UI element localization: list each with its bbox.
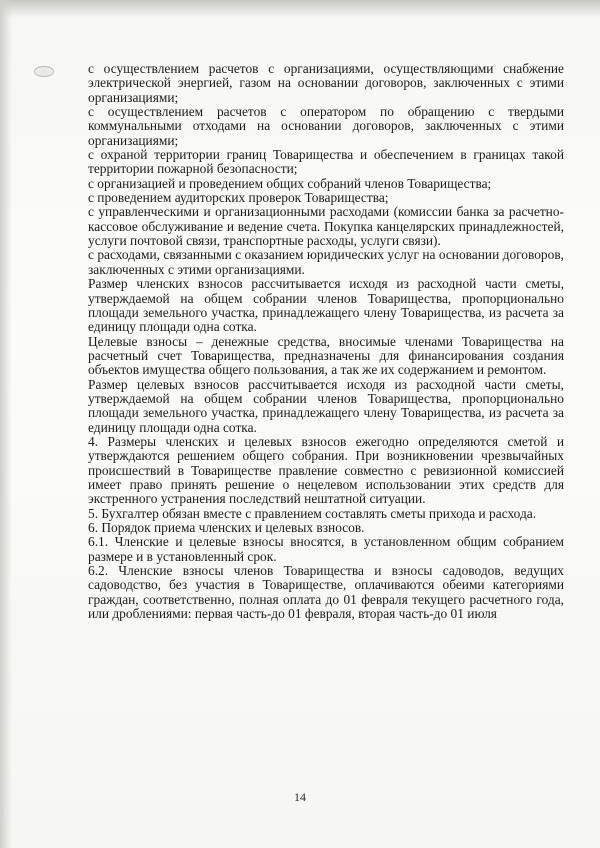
page-number: 14 — [294, 790, 306, 804]
scan-shadow-left — [0, 0, 12, 848]
paragraph: с осуществлением расчетов с оператором по обращению с твердыми коммунальными отходами на основании договоров, заключенных с этими организациями; — [88, 104, 564, 148]
paragraph: 6.2. Членские взносы членов Товарищества и взносы садоводов, ведущих садоводство, без участия в Товариществе, оплачиваются обеими категориями граждан, соответственно, полная оплата до 01 февраля текущего расчетного года, или дроблениями: первая часть-до 01 февраля, вторая часть-до 01 июля — [88, 563, 564, 622]
paragraph: с управленческими и организационными расходами (комиссии банка за расчетно-кассовое обслуживание и ведение счета. Покупка канцелярских принадлежностей, услуги почтовой связи, транспортные расходы, услуги связи). — [88, 204, 564, 249]
section-heading: 6. Порядок приема членских и целевых взносов. — [88, 520, 365, 535]
paragraph: с проведением аудиторских проверок Товарищества; — [88, 190, 389, 206]
paragraph: Размер членских взносов рассчитывается исходя из расходной части сметы, утверждаемой на общем собрании членов Товарищества, пропорционально площади земельного участка, принадлежащего члену Товарищества, из расчета за единицу площади одна сотка. — [88, 276, 564, 335]
paragraph: Размер целевых взносов рассчитывается исходя из расходной части сметы, утверждаемой на общем собрании членов Товарищества, пропорционально площади земельного участка, принадлежащего члену Товарищества, из расчета за единицу площади одна сотка. — [88, 376, 564, 435]
paragraph: 5. Бухгалтер обязан вместе с правлением составлять сметы прихода и расхода. — [88, 505, 537, 521]
paragraph: с организацией и проведением общих собраний членов Товарищества; — [88, 175, 492, 191]
paragraph: Целевые взносы – денежные средства, вносимые членами Товарищества на расчетный счет Товарищества, предназначены для финансирования создания объектов имущества общего пользования, а так же их содержанием и ремонтом. — [88, 333, 564, 378]
paragraph: 4. Размеры членских и целевых взносов ежегодно определяются сметой и утверждаются решением общего собрания. При возникновении чрезвычайных происшествий в Товариществе правление совместно с ревизионной комиссией имеет право принять решение о нецелевом использовании этих средств для экстренного устранения последствий нештатной ситуации. — [88, 433, 564, 507]
paragraph: с охраной территории границ Товарищества и обеспечением в границах такой территории пожарной безопасности; — [88, 147, 564, 177]
scan-shadow-top — [0, 0, 600, 18]
document-body — [88, 62, 564, 621]
punch-hole-mark — [34, 66, 54, 77]
paragraph: с осуществлением расчетов с организациями, осуществляющими снабжение электрической энергией, газом на основании договоров, заключенных с этими организациями; — [88, 61, 564, 105]
paragraph: 6.1. Членские и целевые взносы вносятся, в установленном общим собранием размере и в установленный срок. — [88, 534, 564, 564]
paragraph: с расходами, связанными с оказанием юридических услуг на основании договоров, заключенных с этими организациями. — [88, 247, 564, 277]
